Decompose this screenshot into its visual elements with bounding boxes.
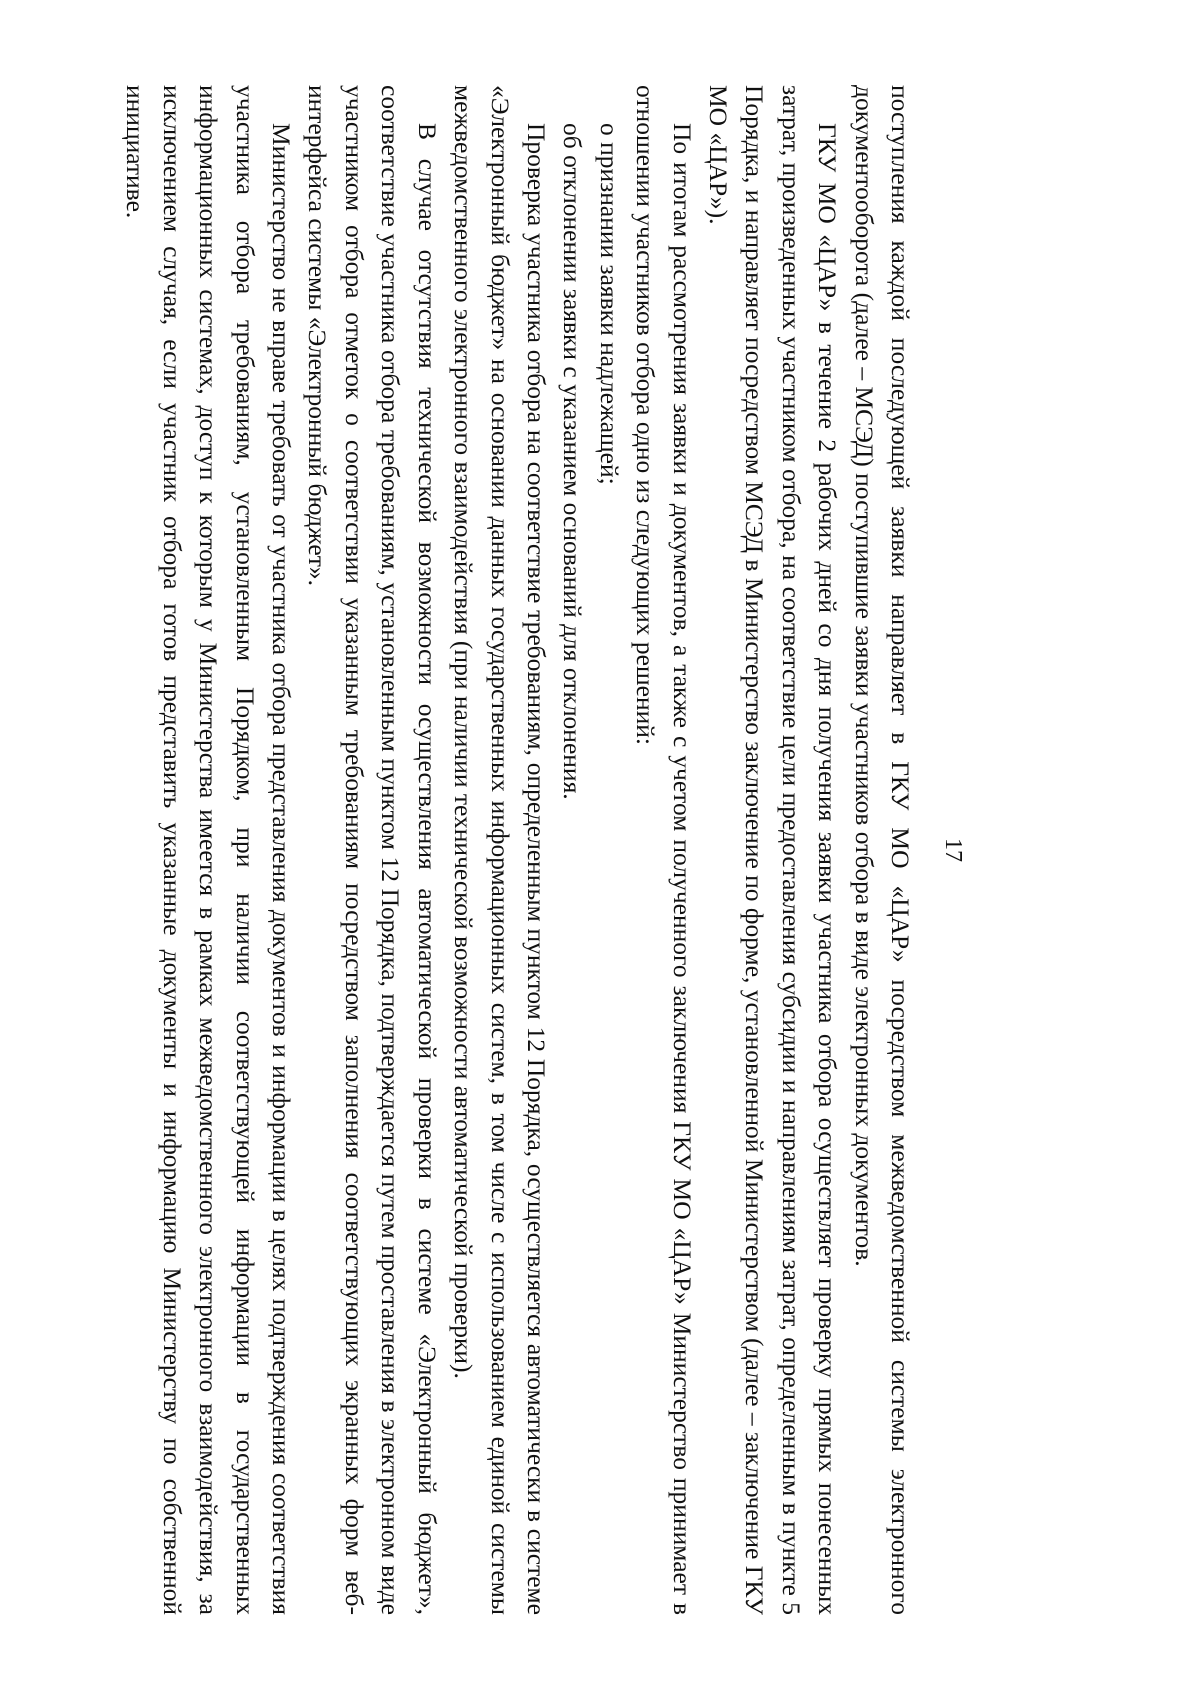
list-item-2: об отклонении заявки с указанием оснований для отклонения. xyxy=(558,123,588,800)
paragraph-6: Министерство не вправе требовать от участника отбора представления документов и информации в целях подтверждения соответствия участника отбора требованиям, установленным Порядком, при наличии соответствующей информации в государственных информационных системах, доступ к которым у Министерства имеется в рамках межведомственного электронного взаимодействия, за исключением случая, если участник отбора готов представить указанные документы и информацию Министерству по собственной инициативе. xyxy=(121,85,297,1615)
rotated-text-block xyxy=(121,85,980,1615)
paragraph-3: По итогам рассмотрения заявки и документов, а также с учетом полученного заключения ГКУ МО «ЦАР» Министерство принимает в отношении участников отбора одно из следующих решений: xyxy=(631,85,697,1615)
document-body xyxy=(117,85,918,1615)
paragraph-5: В случае отсутствия технической возможности осуществления автоматической проверки в системе «Электронный бюджет», соответствие участника отбора требованиям, установленным пунктом 12 Порядка, подтверждается путем проставления в электронном виде участником отбора отметок о соответствии указанным требованиям посредством заполнения соответствующих экранных форм веб-интерфейса системы «Электронный бюджет». xyxy=(303,85,442,1615)
paragraph-1: поступления каждой последующей заявки направляет в ГКУ МО «ЦАР» посредством межведомственной системы электронного документооборота (далее – МСЭД) поступившие заявки участников отбора в виде электронных документов. xyxy=(849,85,915,1615)
paragraph-4: Проверка участника отбора на соответствие требованиям, определенным пунктом 12 Порядка, осуществляется автоматически в системе «Электронный бюджет» на основании данных государственных информационных систем, в том числе с использованием единой системы межведомственного электронного взаимодействия (при наличии технической возможности автоматической проверки). xyxy=(449,85,551,1615)
page-number: 17 xyxy=(940,838,966,862)
list-item-1: о признании заявки надлежащей; xyxy=(594,123,624,485)
paragraph-2: ГКУ МО «ЦАР» в течение 2 рабочих дней со дня получения заявки участника отбора осуществляет проверку прямых понесенных затрат, произведенных участником отбора, на соответствие цели предоставления субсидии и направлениям затрат, определенным в пункте 5 Порядка, и направляет посредством МСЭД в Министерство заключение по форме, установленной Министерством (далее – заключение ГКУ МО «ЦАР»). xyxy=(703,85,843,1615)
